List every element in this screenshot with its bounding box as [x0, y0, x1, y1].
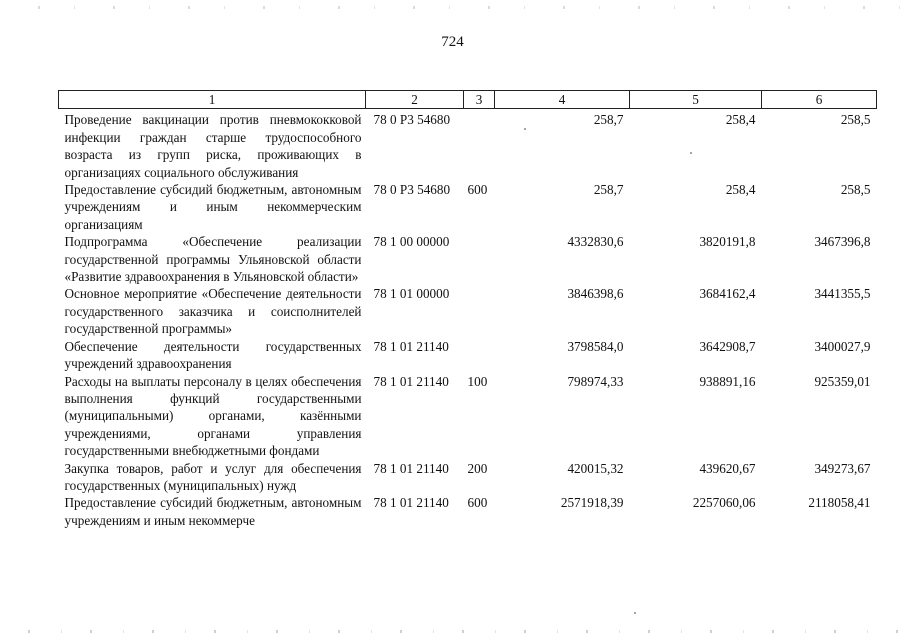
header-col-2: 2	[366, 91, 464, 109]
row-value-2: 439620,67	[699, 460, 756, 476]
row-value-1: 258,7	[593, 182, 624, 198]
row-expense-type	[464, 109, 495, 181]
row-expense-type: 600	[467, 495, 488, 511]
header-col-4: 4	[495, 91, 630, 109]
header-col-5: 5	[630, 91, 762, 109]
row-expense-type	[464, 285, 495, 337]
row-name: Подпрограмма «Обеспечение реализации государственной программы Ульяновской области «Развитие здравоохранения в Ульяновской области»	[64, 234, 362, 285]
header-col-3: 3	[464, 91, 495, 109]
row-value-3: 3441355,5	[814, 286, 871, 302]
scan-speck	[690, 152, 692, 154]
row-name: Предоставление субсидий бюджетным, автономным учреждениям и иным некоммерче	[64, 495, 362, 528]
row-value-1: 4332830,6	[567, 234, 624, 250]
header-col-6: 6	[762, 91, 877, 109]
row-expense-type: 100	[467, 373, 488, 389]
table-row	[59, 460, 877, 495]
row-value-1: 3846398,6	[567, 286, 624, 302]
scan-noise-bottom	[0, 630, 905, 633]
table-row	[59, 109, 877, 181]
row-value-1: 3798584,0	[567, 338, 624, 354]
row-target-code: 78 1 01 21140	[373, 495, 449, 511]
row-name: Обеспечение деятельности государственных учреждений здравоохранения	[64, 338, 362, 372]
row-name: Расходы на выплаты персоналу в целях обеспечения выполнения функций государственными (муниципальными) органами, казёнными учреждениями, органами управления государственными внебюджетными фондами	[64, 373, 362, 459]
row-value-3: 258,5	[840, 182, 871, 198]
row-target-code: 78 1 00 00000	[373, 234, 450, 250]
table-row	[59, 181, 877, 233]
row-target-code: 78 0 Р3 54680	[373, 112, 451, 128]
scan-noise-top	[0, 6, 905, 9]
table-row	[59, 338, 877, 373]
page-number: 724	[441, 34, 464, 50]
row-value-3: 3467396,8	[814, 234, 871, 250]
row-expense-type	[464, 233, 495, 285]
row-name: Закупка товаров, работ и услуг для обеспечения государственных (муниципальных) нужд	[64, 460, 362, 493]
row-value-2: 2257060,06	[692, 495, 756, 511]
row-value-2: 3820191,8	[699, 234, 756, 250]
row-name: Основное мероприятие «Обеспечение деятельности государственного заказчика и соисполнителей государственной программы»	[64, 286, 362, 337]
table-row	[59, 494, 877, 529]
row-value-1: 798974,33	[567, 373, 624, 389]
row-value-3: 3400027,9	[814, 338, 871, 354]
row-value-2: 258,4	[725, 112, 756, 128]
table-row	[59, 285, 877, 337]
table-row	[59, 233, 877, 285]
row-expense-type	[464, 338, 495, 373]
budget-table	[58, 90, 877, 529]
row-value-3: 2118058,41	[808, 495, 871, 511]
row-value-2: 258,4	[725, 182, 756, 198]
row-expense-type: 200	[467, 460, 488, 476]
table-row	[59, 373, 877, 460]
scan-speck	[634, 612, 636, 614]
scan-speck	[524, 128, 526, 130]
row-value-1: 258,7	[593, 112, 624, 128]
row-value-3: 925359,01	[814, 373, 871, 389]
row-target-code: 78 1 01 21140	[373, 460, 449, 476]
row-expense-type: 600	[467, 182, 488, 198]
row-target-code: 78 1 01 21140	[373, 338, 449, 354]
header-col-1: 1	[59, 91, 366, 109]
row-target-code: 78 1 01 21140	[373, 373, 449, 389]
header-row	[59, 91, 877, 109]
row-value-3: 349273,67	[814, 460, 871, 476]
row-target-code: 78 1 01 00000	[373, 286, 450, 302]
row-name: Проведение вакцинации против пневмококковой инфекции граждан старше трудоспособного возраста из групп риска, проживающих в организациях социального обслуживания	[64, 112, 362, 180]
row-name: Предоставление субсидий бюджетным, автономным учреждениям и иным некоммерческим организациям	[64, 182, 362, 232]
row-value-2: 938891,16	[699, 373, 756, 389]
row-value-3: 258,5	[840, 112, 871, 128]
row-value-2: 3642908,7	[699, 338, 756, 354]
row-value-2: 3684162,4	[699, 286, 756, 302]
row-value-1: 420015,32	[567, 460, 624, 476]
row-target-code: 78 0 Р3 54680	[373, 182, 451, 198]
row-value-1: 2571918,39	[560, 495, 624, 511]
